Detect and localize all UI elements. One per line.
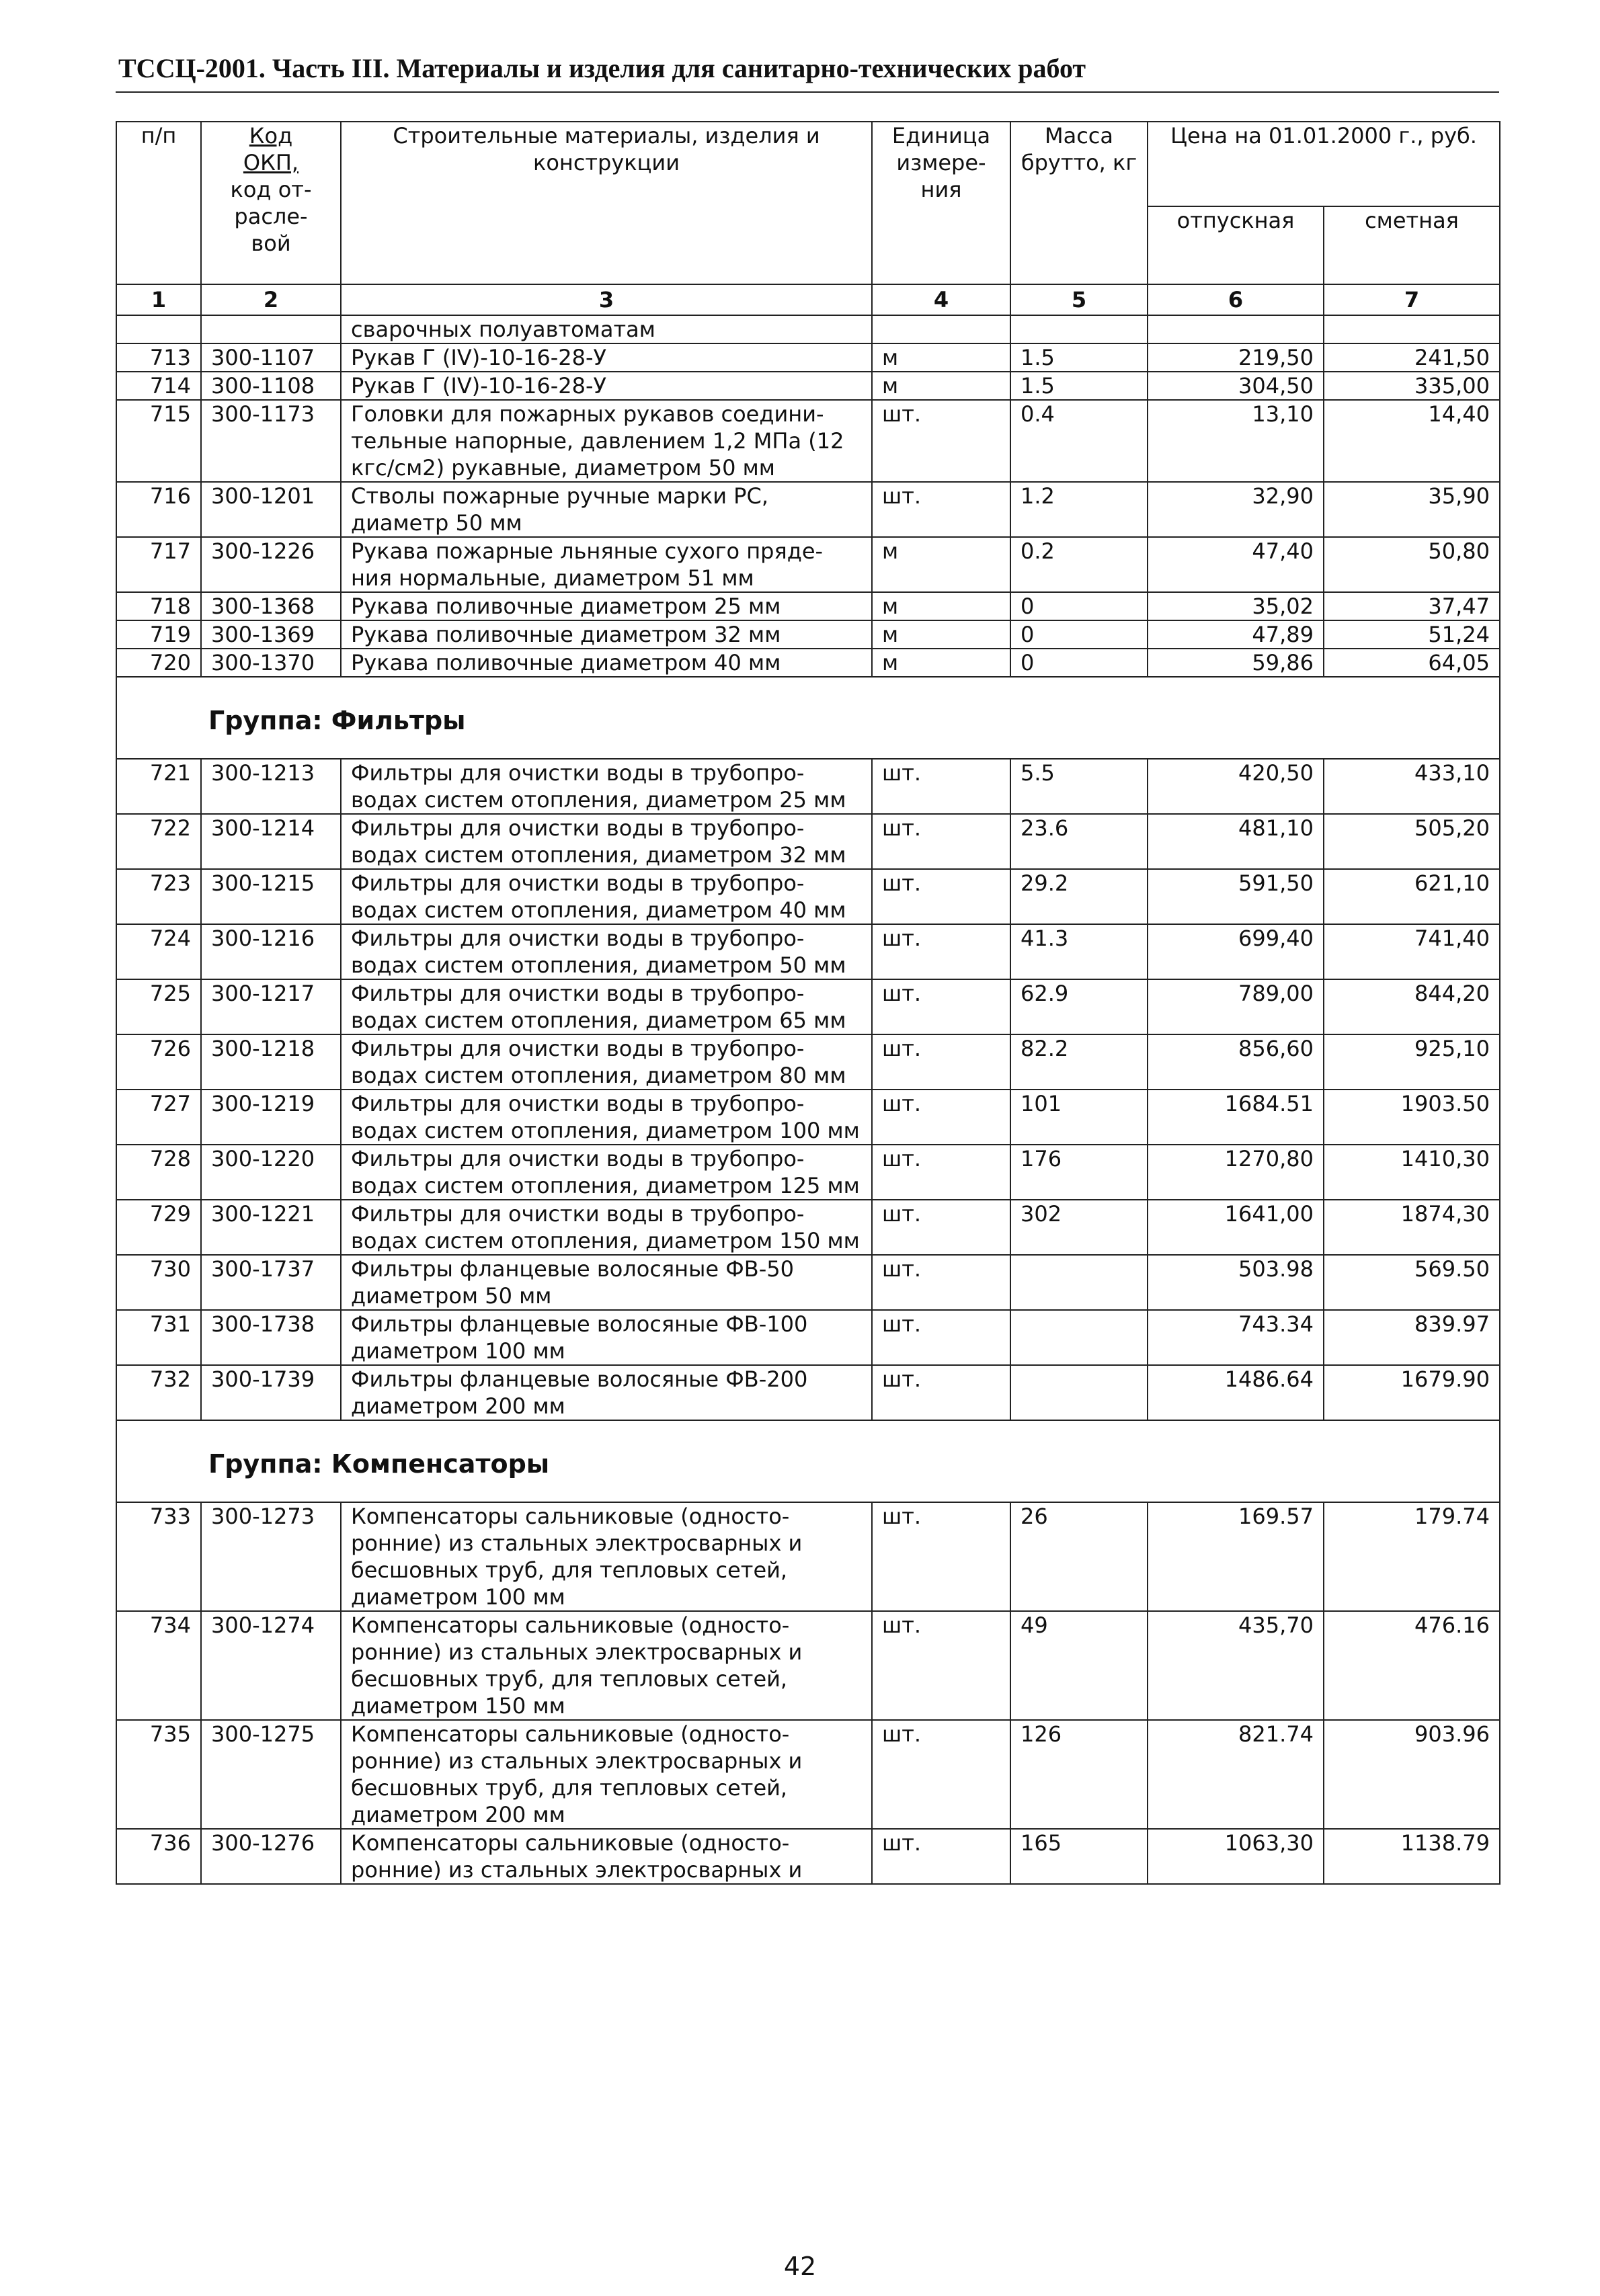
unit-of-measure: шт. <box>872 1145 1010 1200</box>
column-number: 7 <box>1324 284 1500 315</box>
unit-of-measure: шт. <box>872 1034 1010 1090</box>
estimate-price: 35,90 <box>1324 482 1500 537</box>
table-row <box>116 1829 1500 1884</box>
gross-mass: 49 <box>1010 1611 1148 1720</box>
release-price: 219,50 <box>1148 343 1324 372</box>
row-number: 729 <box>116 1200 201 1255</box>
okp-code: 300-1737 <box>201 1255 341 1310</box>
okp-code: 300-1739 <box>201 1365 341 1420</box>
row-number: 717 <box>116 537 201 592</box>
table-row <box>116 592 1500 620</box>
unit-of-measure: шт. <box>872 1502 1010 1611</box>
estimate-price: 433,10 <box>1324 759 1500 814</box>
item-description: Фильтры для очистки воды в трубопро-водах систем отопления, диаметром 125 мм <box>341 1145 872 1200</box>
table-row <box>116 482 1500 537</box>
group-heading-filters: Группа: Фильтры <box>116 677 1500 759</box>
okp-code: 300-1107 <box>201 343 341 372</box>
table-row <box>116 979 1500 1034</box>
gross-mass: 1.5 <box>1010 343 1148 372</box>
table-row <box>116 537 1500 592</box>
gross-mass: 29.2 <box>1010 869 1148 924</box>
unit-of-measure: шт. <box>872 814 1010 869</box>
materials-price-table <box>116 121 1501 1885</box>
okp-code: 300-1370 <box>201 649 341 677</box>
header-code-line4: расле- <box>234 204 308 229</box>
unit-of-measure: шт. <box>872 759 1010 814</box>
okp-code: 300-1276 <box>201 1829 341 1884</box>
gross-mass: 165 <box>1010 1829 1148 1884</box>
unit-of-measure: м <box>872 343 1010 372</box>
item-description: Компенсаторы сальниковые (односто-ронние) из стальных электросварных и бесшовных труб, для тепловых сетей, диаметром 150 мм <box>341 1611 872 1720</box>
header-price-release: отпускная <box>1148 206 1324 284</box>
okp-code: 300-1738 <box>201 1310 341 1365</box>
row-number: 730 <box>116 1255 201 1310</box>
item-description: Рукава пожарные льняные сухого пряде-ния нормальные, диаметром 51 мм <box>341 537 872 592</box>
table-row <box>116 814 1500 869</box>
release-price: 591,50 <box>1148 869 1324 924</box>
gross-mass: 1.2 <box>1010 482 1148 537</box>
row-number: 728 <box>116 1145 201 1200</box>
gross-mass: 62.9 <box>1010 979 1148 1034</box>
item-description: Рукава поливочные диаметром 32 мм <box>341 620 872 649</box>
table-row <box>116 1611 1500 1720</box>
group-heading-compensators: Группа: Компенсаторы <box>116 1420 1500 1502</box>
table-row <box>116 1310 1500 1365</box>
release-price: 1270,80 <box>1148 1145 1324 1200</box>
estimate-price: 1138.79 <box>1324 1829 1500 1884</box>
table-row <box>116 1720 1500 1829</box>
okp-code: 300-1213 <box>201 759 341 814</box>
estimate-price: 1903.50 <box>1324 1090 1500 1145</box>
okp-code: 300-1368 <box>201 592 341 620</box>
okp-code: 300-1214 <box>201 814 341 869</box>
row-number: 721 <box>116 759 201 814</box>
header-price-estimate: сметная <box>1324 206 1500 284</box>
gross-mass: 26 <box>1010 1502 1148 1611</box>
unit-of-measure: шт. <box>872 1310 1010 1365</box>
release-price: 304,50 <box>1148 372 1324 400</box>
release-price: 1641,00 <box>1148 1200 1324 1255</box>
column-number-row <box>116 284 1500 315</box>
gross-mass: 176 <box>1010 1145 1148 1200</box>
estimate-price: 241,50 <box>1324 343 1500 372</box>
item-description: Фильтры фланцевые волосяные ФВ-100 диаметром 100 мм <box>341 1310 872 1365</box>
table-row <box>116 1145 1500 1200</box>
column-number: 3 <box>341 284 872 315</box>
release-price: 481,10 <box>1148 814 1324 869</box>
release-price: 169.57 <box>1148 1502 1324 1611</box>
okp-code: 300-1218 <box>201 1034 341 1090</box>
table-row <box>116 1090 1500 1145</box>
row-number: 735 <box>116 1720 201 1829</box>
row-number: 719 <box>116 620 201 649</box>
header-num: п/п <box>116 122 201 284</box>
table-row <box>116 1255 1500 1310</box>
gross-mass: 82.2 <box>1010 1034 1148 1090</box>
unit-of-measure: шт. <box>872 1255 1010 1310</box>
row-number: 731 <box>116 1310 201 1365</box>
okp-code: 300-1201 <box>201 482 341 537</box>
estimate-price: 476.16 <box>1324 1611 1500 1720</box>
row-number: 732 <box>116 1365 201 1420</box>
title-divider <box>116 91 1499 93</box>
row-number: 724 <box>116 924 201 979</box>
unit-of-measure: шт. <box>872 1720 1010 1829</box>
unit-of-measure: шт. <box>872 1829 1010 1884</box>
row-number: 736 <box>116 1829 201 1884</box>
unit-of-measure: шт. <box>872 1200 1010 1255</box>
item-description: Стволы пожарные ручные марки РС, диаметр 50 мм <box>341 482 872 537</box>
item-description: Компенсаторы сальниковые (односто-ронние) из стальных электросварных и бесшовных труб, для тепловых сетей, диаметром 100 мм <box>341 1502 872 1611</box>
gross-mass <box>1010 1310 1148 1365</box>
table-row <box>116 372 1500 400</box>
column-number: 2 <box>201 284 341 315</box>
estimate-price: 1679.90 <box>1324 1365 1500 1420</box>
item-description: Фильтры фланцевые волосяные ФВ-50 диаметром 50 мм <box>341 1255 872 1310</box>
estimate-price: 505,20 <box>1324 814 1500 869</box>
row-number: 727 <box>116 1090 201 1145</box>
estimate-price: 179.74 <box>1324 1502 1500 1611</box>
table-row <box>116 1502 1500 1611</box>
gross-mass: 0.4 <box>1010 400 1148 482</box>
gross-mass: 126 <box>1010 1720 1148 1829</box>
row-number: 733 <box>116 1502 201 1611</box>
item-description: Фильтры для очистки воды в трубопро-водах систем отопления, диаметром 80 мм <box>341 1034 872 1090</box>
gross-mass: 0 <box>1010 649 1148 677</box>
header-code-line5: вой <box>251 231 291 256</box>
estimate-price: 621,10 <box>1324 869 1500 924</box>
estimate-price: 839.97 <box>1324 1310 1500 1365</box>
header-code-line1: Код <box>249 123 293 149</box>
table-row <box>116 620 1500 649</box>
row-number: 723 <box>116 869 201 924</box>
okp-code: 300-1221 <box>201 1200 341 1255</box>
column-number: 4 <box>872 284 1010 315</box>
column-number: 5 <box>1010 284 1148 315</box>
unit-of-measure: шт. <box>872 1090 1010 1145</box>
row-number: 726 <box>116 1034 201 1090</box>
item-description: Рукава поливочные диаметром 25 мм <box>341 592 872 620</box>
unit-of-measure: м <box>872 620 1010 649</box>
release-price: 789,00 <box>1148 979 1324 1034</box>
header-description: Строительные материалы, изделия и конструкции <box>341 122 872 284</box>
estimate-price: 741,40 <box>1324 924 1500 979</box>
row-number: 715 <box>116 400 201 482</box>
estimate-price: 925,10 <box>1324 1034 1500 1090</box>
unit-of-measure: шт. <box>872 482 1010 537</box>
row-number: 720 <box>116 649 201 677</box>
gross-mass: 0.2 <box>1010 537 1148 592</box>
item-description: Фильтры для очистки воды в трубопро-водах систем отопления, диаметром 150 мм <box>341 1200 872 1255</box>
table-row <box>116 400 1500 482</box>
gross-mass: 23.6 <box>1010 814 1148 869</box>
header-price-group: Цена на 01.01.2000 г., руб. <box>1148 122 1500 206</box>
page-number: 42 <box>783 2252 817 2281</box>
header-code <box>201 122 341 284</box>
header-code-line2: ОКП, <box>243 150 299 175</box>
continuation-row <box>116 315 1500 343</box>
release-price: 1486.64 <box>1148 1365 1324 1420</box>
gross-mass: 1.5 <box>1010 372 1148 400</box>
header-unit: Единица измере-ния <box>872 122 1010 284</box>
unit-of-measure: м <box>872 649 1010 677</box>
release-price: 59,86 <box>1148 649 1324 677</box>
item-description: Головки для пожарных рукавов соедини-тельные напорные, давлением 1,2 МПа (12 кгс/см2) рукавные, диаметром 50 мм <box>341 400 872 482</box>
release-price: 420,50 <box>1148 759 1324 814</box>
table-row <box>116 649 1500 677</box>
release-price: 743.34 <box>1148 1310 1324 1365</box>
column-number: 1 <box>116 284 201 315</box>
okp-code: 300-1275 <box>201 1720 341 1829</box>
row-number: 714 <box>116 372 201 400</box>
okp-code: 300-1173 <box>201 400 341 482</box>
item-description: Компенсаторы сальниковые (односто-ронние) из стальных электросварных и <box>341 1829 872 1884</box>
release-price: 435,70 <box>1148 1611 1324 1720</box>
item-description: Фильтры для очистки воды в трубопро-водах систем отопления, диаметром 100 мм <box>341 1090 872 1145</box>
unit-of-measure: м <box>872 372 1010 400</box>
okp-code: 300-1274 <box>201 1611 341 1720</box>
gross-mass: 0 <box>1010 592 1148 620</box>
okp-code: 300-1220 <box>201 1145 341 1200</box>
item-description: Фильтры для очистки воды в трубопро-водах систем отопления, диаметром 32 мм <box>341 814 872 869</box>
release-price: 13,10 <box>1148 400 1324 482</box>
table-row <box>116 869 1500 924</box>
estimate-price: 903.96 <box>1324 1720 1500 1829</box>
table-row <box>116 759 1500 814</box>
item-description: Рукав Г (IV)-10-16-28-У <box>341 372 872 400</box>
gross-mass: 41.3 <box>1010 924 1148 979</box>
release-price: 821.74 <box>1148 1720 1324 1829</box>
page-title: ТССЦ-2001. Часть III. Материалы и изделия для санитарно-технических работ <box>118 53 1086 83</box>
unit-of-measure: м <box>872 592 1010 620</box>
release-price: 35,02 <box>1148 592 1324 620</box>
release-price: 1063,30 <box>1148 1829 1324 1884</box>
estimate-price: 335,00 <box>1324 372 1500 400</box>
release-price: 47,89 <box>1148 620 1324 649</box>
table-row <box>116 343 1500 372</box>
item-description: Фильтры для очистки воды в трубопро-водах систем отопления, диаметром 40 мм <box>341 869 872 924</box>
item-description: Компенсаторы сальниковые (односто-ронние) из стальных электросварных и бесшовных труб, для тепловых сетей, диаметром 200 мм <box>341 1720 872 1829</box>
item-description: Фильтры для очистки воды в трубопро-водах систем отопления, диаметром 50 мм <box>341 924 872 979</box>
unit-of-measure: шт. <box>872 400 1010 482</box>
continuation-text: сварочных полуавтоматам <box>341 315 872 343</box>
estimate-price: 1410,30 <box>1324 1145 1500 1200</box>
group-row <box>116 677 1500 759</box>
release-price: 699,40 <box>1148 924 1324 979</box>
row-number: 734 <box>116 1611 201 1720</box>
estimate-price: 64,05 <box>1324 649 1500 677</box>
release-price: 856,60 <box>1148 1034 1324 1090</box>
unit-of-measure: шт. <box>872 1365 1010 1420</box>
unit-of-measure: шт. <box>872 1611 1010 1720</box>
estimate-price: 37,47 <box>1324 592 1500 620</box>
gross-mass: 5.5 <box>1010 759 1148 814</box>
unit-of-measure: м <box>872 537 1010 592</box>
release-price: 503.98 <box>1148 1255 1324 1310</box>
column-number: 6 <box>1148 284 1324 315</box>
release-price: 47,40 <box>1148 537 1324 592</box>
unit-of-measure: шт. <box>872 924 1010 979</box>
gross-mass: 0 <box>1010 620 1148 649</box>
row-number: 718 <box>116 592 201 620</box>
unit-of-measure: шт. <box>872 979 1010 1034</box>
estimate-price: 569.50 <box>1324 1255 1500 1310</box>
row-number: 722 <box>116 814 201 869</box>
table-row <box>116 1034 1500 1090</box>
estimate-price: 50,80 <box>1324 537 1500 592</box>
item-description: Фильтры для очистки воды в трубопро-водах систем отопления, диаметром 65 мм <box>341 979 872 1034</box>
okp-code: 300-1215 <box>201 869 341 924</box>
row-number: 713 <box>116 343 201 372</box>
release-price: 32,90 <box>1148 482 1324 537</box>
group-row <box>116 1420 1500 1502</box>
item-description: Рукава поливочные диаметром 40 мм <box>341 649 872 677</box>
item-description: Фильтры фланцевые волосяные ФВ-200 диаметром 200 мм <box>341 1365 872 1420</box>
okp-code: 300-1217 <box>201 979 341 1034</box>
header-code-line3: код от- <box>230 177 312 202</box>
estimate-price: 844,20 <box>1324 979 1500 1034</box>
gross-mass: 302 <box>1010 1200 1148 1255</box>
estimate-price: 51,24 <box>1324 620 1500 649</box>
okp-code: 300-1108 <box>201 372 341 400</box>
okp-code: 300-1369 <box>201 620 341 649</box>
okp-code: 300-1273 <box>201 1502 341 1611</box>
item-description: Фильтры для очистки воды в трубопро-водах систем отопления, диаметром 25 мм <box>341 759 872 814</box>
gross-mass <box>1010 1365 1148 1420</box>
table-row <box>116 1200 1500 1255</box>
unit-of-measure: шт. <box>872 869 1010 924</box>
header-mass: Масса брутто, кг <box>1010 122 1148 284</box>
estimate-price: 1874,30 <box>1324 1200 1500 1255</box>
table-row <box>116 924 1500 979</box>
row-number: 716 <box>116 482 201 537</box>
item-description: Рукав Г (IV)-10-16-28-У <box>341 343 872 372</box>
gross-mass: 101 <box>1010 1090 1148 1145</box>
table-row <box>116 1365 1500 1420</box>
release-price: 1684.51 <box>1148 1090 1324 1145</box>
row-number: 725 <box>116 979 201 1034</box>
gross-mass <box>1010 1255 1148 1310</box>
okp-code: 300-1216 <box>201 924 341 979</box>
okp-code: 300-1219 <box>201 1090 341 1145</box>
okp-code: 300-1226 <box>201 537 341 592</box>
estimate-price: 14,40 <box>1324 400 1500 482</box>
